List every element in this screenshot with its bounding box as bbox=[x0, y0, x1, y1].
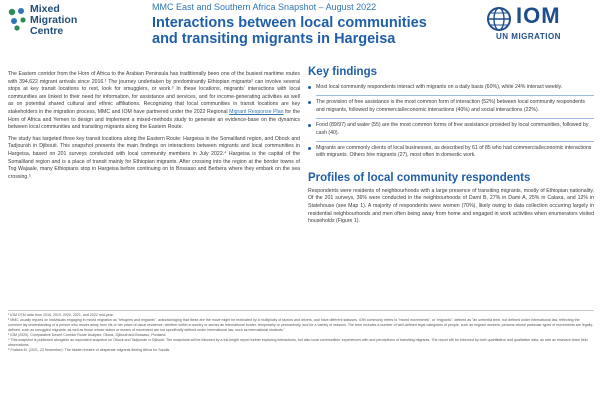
mmc-logo-text bbox=[30, 4, 77, 37]
bullet-icon bbox=[308, 101, 311, 104]
migrant-response-plan-link[interactable]: Migrant Response Plan bbox=[229, 108, 284, 115]
footnote-5: ⁵ Fratsea M. (2021, 23 November). The hidden theatre of desperate migrants fleeing Africa for Saudis. bbox=[8, 348, 171, 352]
profiles-title: Profiles of local community respondents bbox=[308, 171, 531, 184]
mmc-logo bbox=[6, 4, 106, 48]
divider bbox=[316, 141, 594, 142]
divider bbox=[316, 95, 594, 96]
key-finding-item bbox=[308, 145, 594, 160]
mmc-word-2: Migration bbox=[30, 14, 78, 26]
iom-word: IOM bbox=[516, 3, 561, 28]
divider bbox=[316, 118, 594, 119]
mmc-word-1: Mixed bbox=[30, 3, 60, 15]
bullet-icon bbox=[308, 86, 311, 89]
iom-subtitle: UN MIGRATION bbox=[496, 32, 561, 41]
bullet-icon bbox=[308, 147, 311, 150]
bullet-icon bbox=[308, 124, 311, 127]
intro-p1-text: The Eastern corridor from the Horn of Africa to the Arabian Peninsula has traditionally been one of the busiest maritime routes with 394,622 migrant arrivals since 2016.¹ The journey undertaken by predominantly Ethiopian migrants² can involve several stops at key transit locations to rest, look for smugglers, or work.³ In these locations, migrants' interactions with local communities are linked to their need for information, for assistance and services, and for income-generating activities as well as on potential shared cultural and ethnic affiliations. Recognizing that local communities in transit locations are key stakeholders in the migration process, MMC and IOM have partnered under the 2022 Regional bbox=[8, 71, 300, 115]
iom-logo bbox=[486, 4, 596, 48]
findings-column bbox=[308, 66, 594, 226]
footnotes bbox=[8, 310, 594, 353]
intro-column bbox=[8, 71, 300, 185]
key-finding-item bbox=[308, 84, 594, 91]
key-finding-item bbox=[308, 122, 594, 137]
profiles-body: Respondents were residents of neighbourhoods with a large presence of transiting migrants, mostly of Ethiopian nationality. Of the 201 surveys, 36% were conducted in the neighbourhoods of Dami B, 27% in Dami A, 25% in Calaxa, and 12% in Statehouse (see Map 1). A majority of respondents were women (70%), likely owing to data collection occurring largely in residential neighbourhoods and men often being away from home and engaged in work activities when enumerators visited households (Figure 1). bbox=[308, 187, 594, 225]
footnote-4: ⁴ This snapshot is published alongside an equivalent snapshot on Obock and Tadjourah in Djibouti. The snapshots will be followed by a full-length report further exploring interactions, but also local communities' experiences with and perceptions of transiting migrants. The report will be informed by both quantitative and qualitative data, as well as research team field observations. bbox=[8, 338, 588, 347]
snapshot-label: MMC East and Southern Africa Snapshot – August 2022 bbox=[152, 2, 377, 12]
header bbox=[0, 0, 600, 64]
footnote-1: ¹ IOM DTM data from 2016, 2019, 2020, 2021, and 2022 mid-year. bbox=[8, 313, 114, 317]
footnote-3: ³ IOM (2020). Comparative Desert Corridor Route Analysis: Obock, Djibouti and Bossaso, Puntland. bbox=[8, 333, 167, 337]
key-findings-title: Key findings bbox=[308, 66, 378, 78]
key-finding-item bbox=[308, 99, 594, 114]
footnote-2: ² MMC usually reports on individuals engaging in mixed migration as "refugees and migrants", acknowledging that these are the move might be motivated by a multiplicity of factors and drivers, and have different statuses. IOM commonly refers to "mixed movements", or "migrants", defined as "an umbrella term, not defined under international law, reflecting the common lay understanding of a person who moves away from his or her place of usual residence, whether within a country or across an international border, temporarily or permanently, and for a variety of reasons. The term includes a number of well-defined legal categories of people, such as migrant workers; persons whose particular types of movements are legally-defined, such as smuggled migrants; as well as those whose status or means of movement are not specifically defined under international law, such as international students." bbox=[8, 318, 594, 332]
key-finding-text: Migrants are commonly clients of local businesses, as described by 61 of 85 who had commercial/economic interactions with migrants. Others hire migrants (27), most often in domestic work. bbox=[316, 145, 592, 159]
globe-icon bbox=[486, 6, 512, 32]
intro-paragraph-1 bbox=[8, 71, 300, 132]
key-finding-text: Food (89/97) and water (55) are the most common forms of free assistance provided by local communities, followed by cash (40). bbox=[316, 122, 589, 136]
key-finding-text: Most local community respondents interact with migrants on a daily basis (60%), while 24% interact weekly. bbox=[316, 84, 563, 90]
header-center bbox=[152, 2, 442, 47]
mmc-logo-icon bbox=[6, 6, 28, 32]
title-line-1: Interactions between local communities bbox=[152, 15, 427, 31]
key-finding-text: The provision of free assistance is the most common form of interaction (52%) between local community respondents and migrants, followed by commercial/economic interactions (40%) and social interactions (22%). bbox=[316, 99, 586, 113]
intro-paragraph-2: The study has targeted three key transit locations along the Eastern Route: Hargeisa in the Somaliland region, and Obock and Tadjourah in Djibouti. This snapshot presents the main findings on interactions between migrants and local communities in Hargeisa, based on 201 surveys conducted with local community members in July 2022.⁴ Hargeisa is the capital of the Somaliland region and is a place of transit mainly for Ethiopian migrants. After crossing into the region at the border towns of Tog Wajaale, many Ethiopians stop in Hargeisa before continuing on to Bossaso and Berbera where they embark on the sea crossing.⁵ bbox=[8, 135, 300, 180]
title-line-2: and transiting migrants in Hargeisa bbox=[152, 31, 396, 47]
mmc-word-3: Centre bbox=[30, 25, 64, 37]
page-title bbox=[152, 15, 442, 47]
intro-p1-end: for the Horn of Africa and Yemen to design and implement a mixed-methods study to generate an evidence-base on the dynamics between local communities and transiting migrants along the Eastern Route. bbox=[8, 108, 300, 131]
